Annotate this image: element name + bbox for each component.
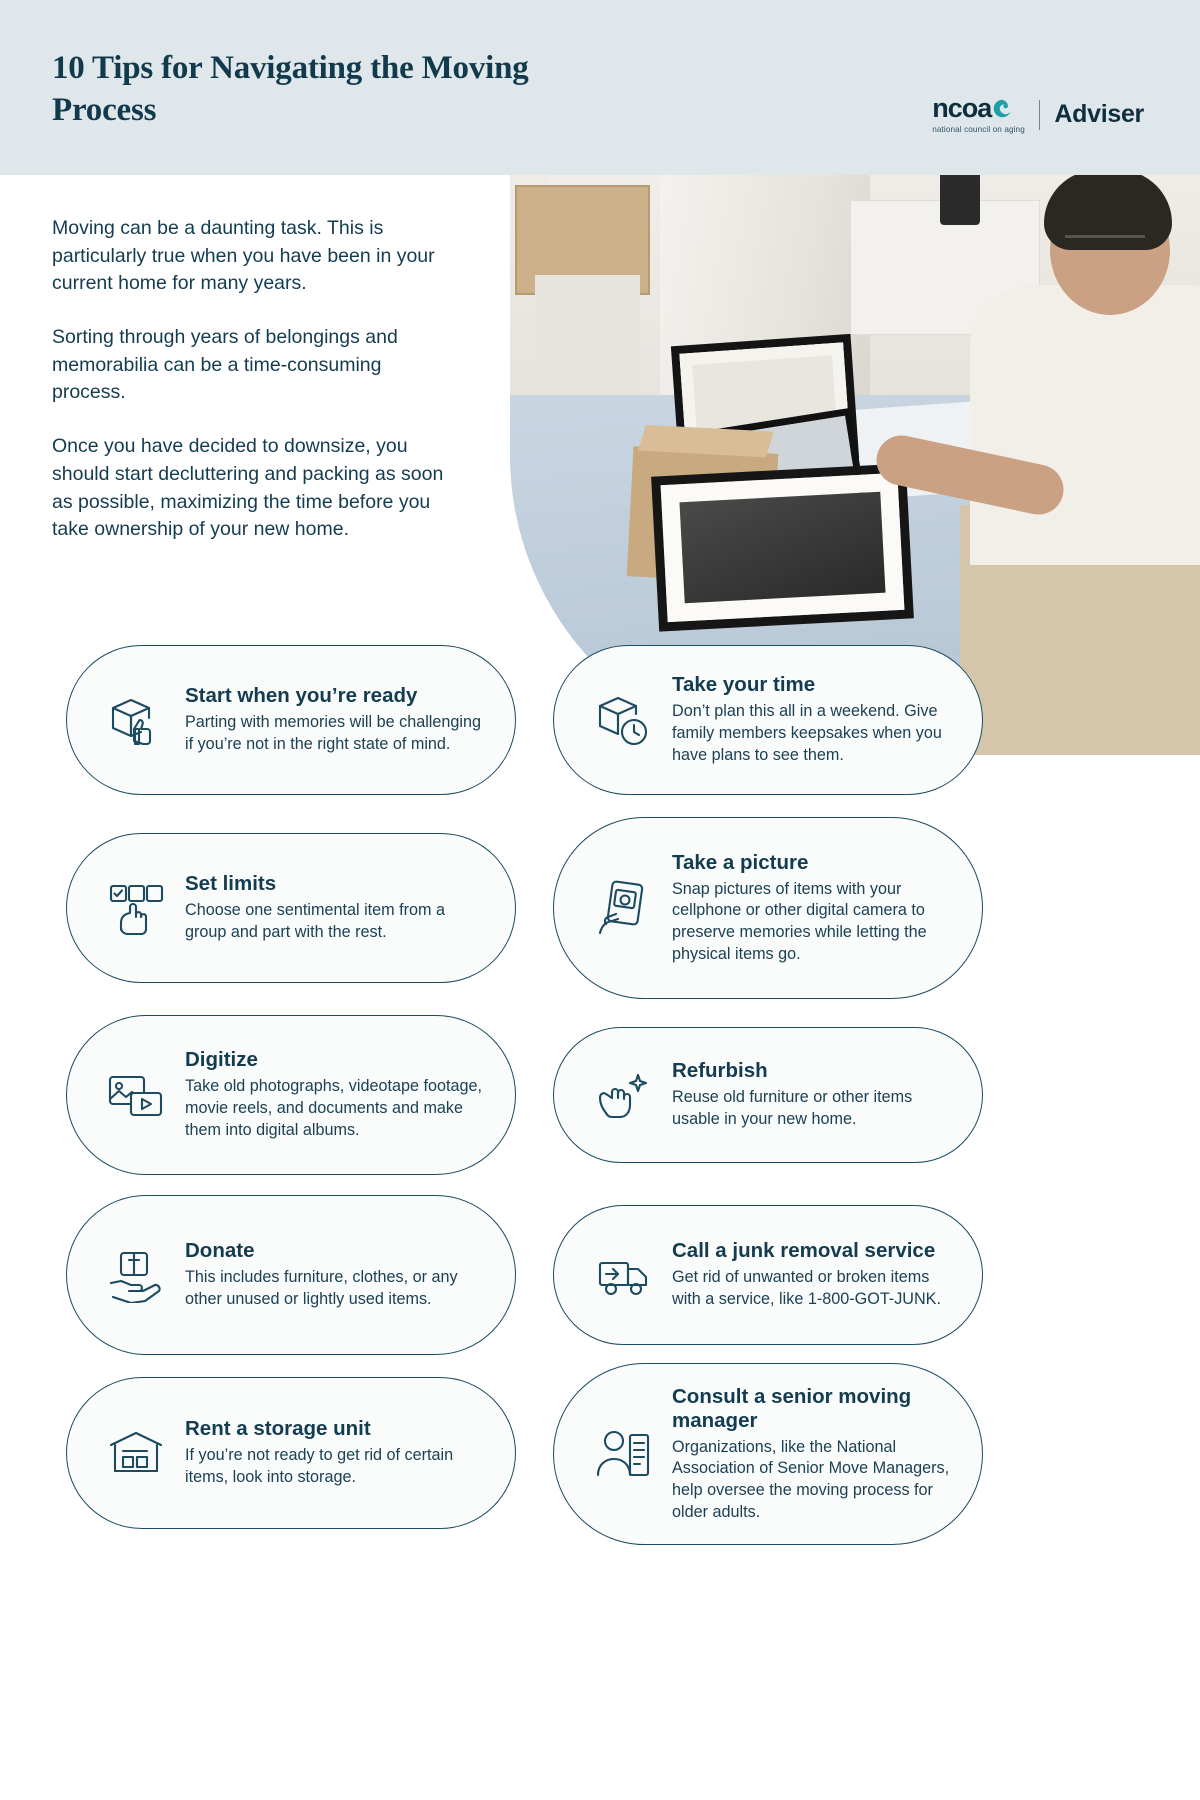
tip-text (185, 684, 489, 755)
photo-media-icon (93, 1052, 179, 1138)
ncoa-swirl-icon (992, 97, 1013, 118)
tip-title: Start when you’re ready (185, 684, 418, 708)
tip-text (185, 872, 489, 943)
tip-card-set-limits (66, 833, 516, 983)
brand-logo (932, 95, 1144, 134)
header-bar (0, 0, 1200, 175)
ncoa-wordmark (932, 95, 1013, 122)
tip-title: Take your time (672, 673, 816, 697)
tip-body: Take old photographs, videotape footage, movie reels, and documents and make them into digital albums. (185, 1077, 482, 1139)
photo-framed-art-front (651, 463, 914, 631)
tip-title: Refurbish (672, 1059, 768, 1083)
tip-title: Consult a senior moving manager (672, 1384, 912, 1432)
page-title: 10 Tips for Navigating the Moving Process (52, 50, 529, 128)
intro-paragraph-3: Once you have decided to downsize, you should start decluttering and packing as soon as possible, maximizing the time before you take ownership of your new home. (52, 435, 444, 541)
tip-card-digitize (66, 1015, 516, 1175)
tip-card-donate (66, 1195, 516, 1355)
photo-white-box (535, 275, 640, 400)
tip-text (185, 1239, 489, 1310)
tip-card-call-a-junk-removal-service (553, 1205, 983, 1345)
photo-person-torso (970, 285, 1200, 565)
phone-camera-icon (580, 865, 666, 951)
tip-card-rent-a-storage-unit (66, 1377, 516, 1529)
intro-paragraph-2: Sorting through years of belongings and memorabilia can be a time-consuming process. (52, 326, 398, 404)
tip-title: Take a picture (672, 850, 809, 874)
box-thumbs-up-icon (93, 677, 179, 763)
tip-text (185, 1048, 489, 1141)
tip-body: This includes furniture, clothes, or any other unused or lightly used items. (185, 1268, 458, 1308)
tip-card-refurbish (553, 1027, 983, 1163)
tip-card-start-when-youre-ready (66, 645, 516, 795)
sparkle-hand-icon (580, 1052, 666, 1138)
tip-body: Reuse old furniture or other items usable in your new home. (672, 1088, 913, 1128)
tip-title: Digitize (185, 1048, 258, 1072)
manager-person-icon (580, 1411, 666, 1497)
tip-card-take-your-time (553, 645, 983, 795)
tip-body: Don’t plan this all in a weekend. Give family members keepsakes when you have plans to see them. (672, 702, 942, 764)
truck-icon (580, 1232, 666, 1318)
tip-text (672, 851, 956, 966)
photo-person-glasses (1065, 235, 1145, 251)
tip-text (672, 1385, 956, 1524)
tip-body: Organizations, like the National Association of Senior Move Managers, help oversee the moving process for older adults. (672, 1437, 950, 1521)
tip-body: If you’re not ready to get rid of certain items, look into storage. (185, 1446, 454, 1486)
ncoa-tagline: national council on aging (932, 125, 1025, 134)
tip-body: Choose one sentimental item from a group and part with the rest. (185, 901, 446, 941)
ncoa-wordmark-text: ncoa (932, 93, 992, 123)
tip-card-consult-a-senior-moving-manager (553, 1363, 983, 1545)
donate-hand-icon (93, 1232, 179, 1318)
ncoa-logo (932, 95, 1025, 134)
tip-text (672, 1059, 956, 1130)
logo-divider (1039, 100, 1041, 130)
select-hand-icon (93, 865, 179, 951)
box-clock-icon (580, 677, 666, 763)
tip-body: Get rid of unwanted or broken items with a service, like 1-800-GOT-JUNK. (672, 1268, 941, 1308)
tip-card-take-a-picture (553, 817, 983, 999)
tip-title: Set limits (185, 872, 277, 896)
tip-body: Parting with memories will be challenging if you’re not in the right state of mind. (185, 713, 482, 753)
intro-paragraph-1: Moving can be a daunting task. This is particularly true when you have been in your current home for many years. (52, 217, 435, 295)
adviser-wordmark: Adviser (1054, 100, 1144, 128)
photo-lamp (940, 175, 980, 225)
tip-text (672, 1239, 956, 1310)
intro-text (52, 215, 452, 544)
tip-text (185, 1417, 489, 1488)
tip-title: Donate (185, 1239, 255, 1263)
tip-body: Snap pictures of items with your cellphone or other digital camera to preserve memories while letting the physical items go. (672, 879, 927, 963)
tip-title: Rent a storage unit (185, 1417, 371, 1441)
tip-title: Call a junk removal service (672, 1239, 936, 1263)
tip-text (672, 673, 956, 766)
storage-unit-icon (93, 1410, 179, 1496)
